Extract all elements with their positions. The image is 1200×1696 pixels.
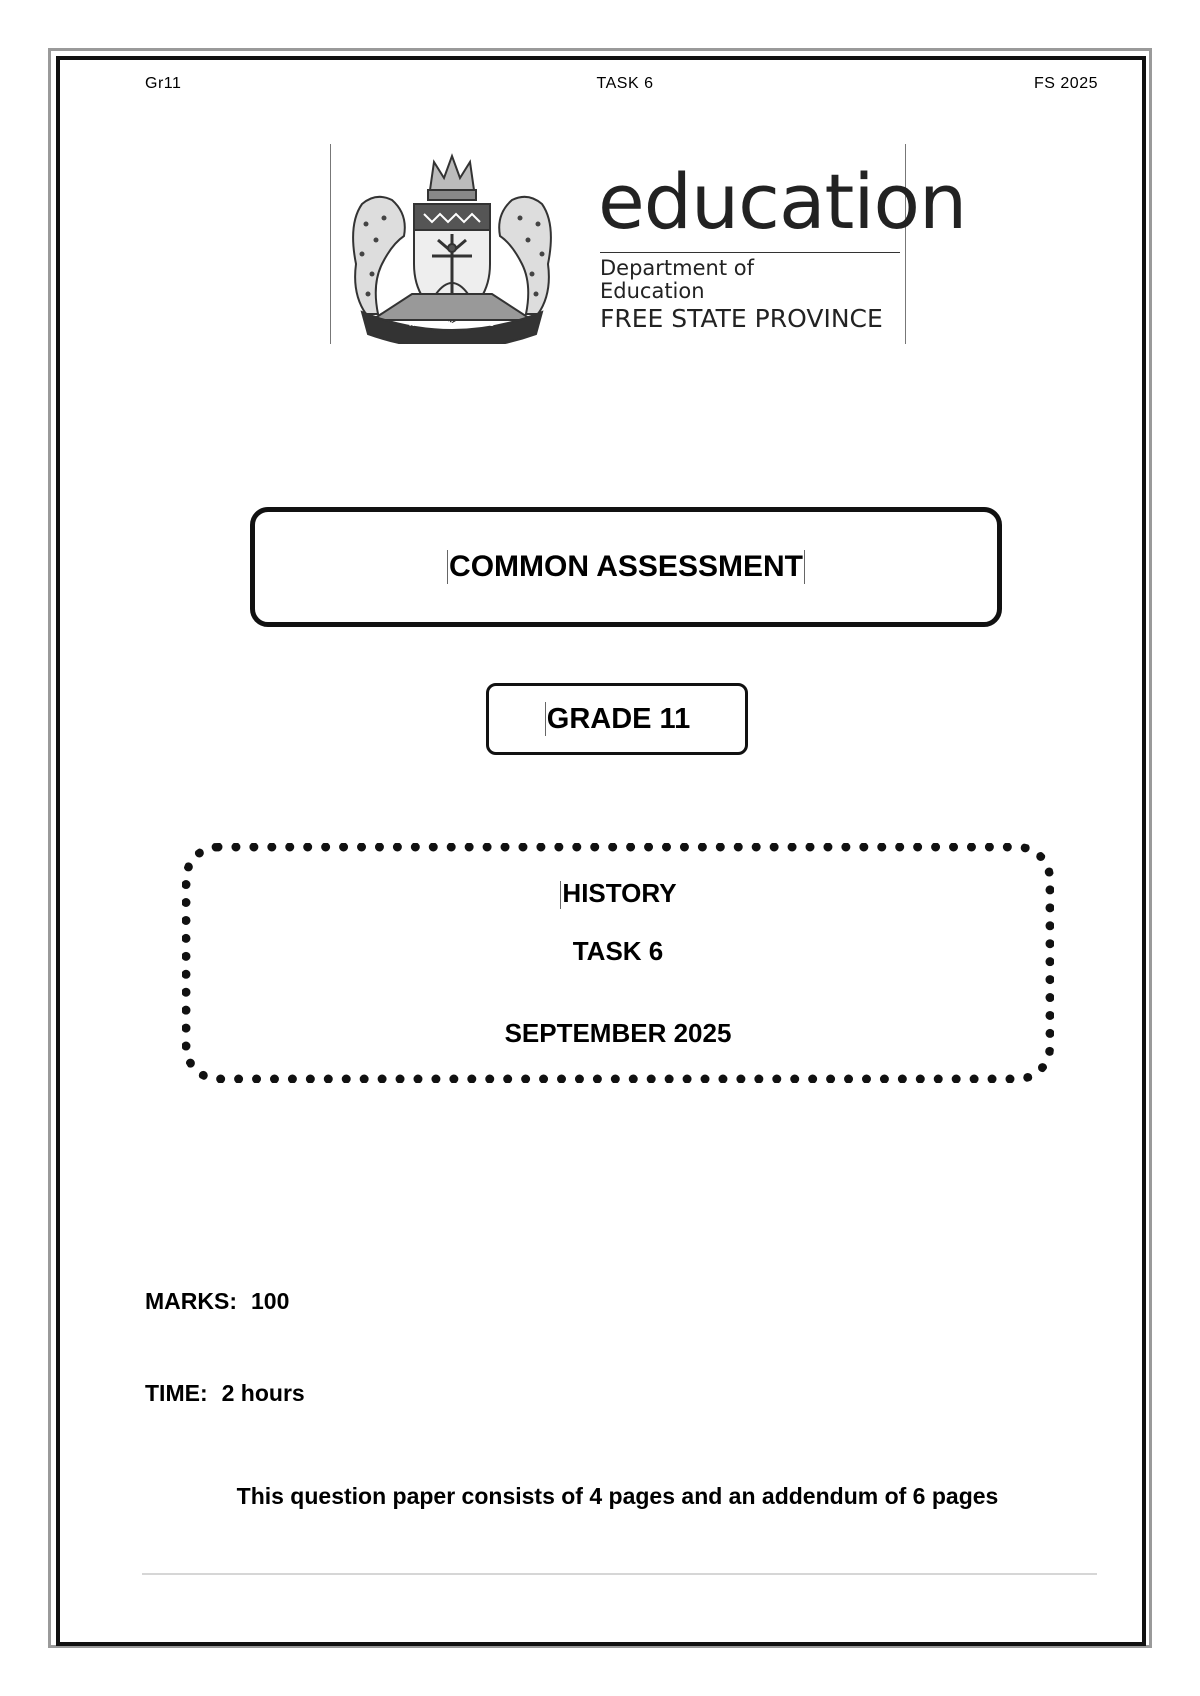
exam-date: SEPTEMBER 2025	[504, 1018, 732, 1048]
education-wordmark: education	[598, 157, 967, 246]
marks-field	[145, 1288, 289, 1315]
marks-value: 100	[251, 1288, 290, 1314]
department-line: Department of	[600, 256, 754, 280]
logo-left-rule	[330, 144, 331, 344]
text-cursor-mark	[545, 702, 546, 736]
education-line: Education	[600, 279, 705, 303]
subject-title: HISTORY	[562, 878, 677, 908]
subject-box	[182, 843, 1054, 1083]
grade-text: GRADE 11	[546, 702, 691, 735]
time-value: 2 hours	[221, 1380, 305, 1406]
text-cursor-mark	[447, 550, 448, 584]
province-line: FREE STATE PROVINCE	[600, 304, 883, 333]
footer-divider	[142, 1573, 1097, 1575]
header-year: FS 2025	[1034, 75, 1098, 92]
page-count-note: This question paper consists of 4 pages and an addendum of 6 pages	[236, 1483, 999, 1509]
title-box	[250, 507, 1002, 627]
time-field	[145, 1380, 305, 1407]
title-text: COMMON ASSESSMENT	[449, 550, 803, 583]
coat-of-arms-icon	[332, 144, 572, 344]
crest-motto: KATLEHO KA KOPANO	[409, 321, 495, 328]
grade-box	[486, 683, 748, 755]
wordmark-underline	[600, 252, 900, 253]
time-label: TIME:	[145, 1380, 208, 1406]
marks-label: MARKS:	[145, 1288, 237, 1314]
header-task: TASK 6	[596, 75, 654, 92]
header-grade: Gr11	[145, 75, 182, 92]
text-cursor-mark	[804, 550, 805, 584]
task-title: TASK 6	[572, 936, 664, 966]
